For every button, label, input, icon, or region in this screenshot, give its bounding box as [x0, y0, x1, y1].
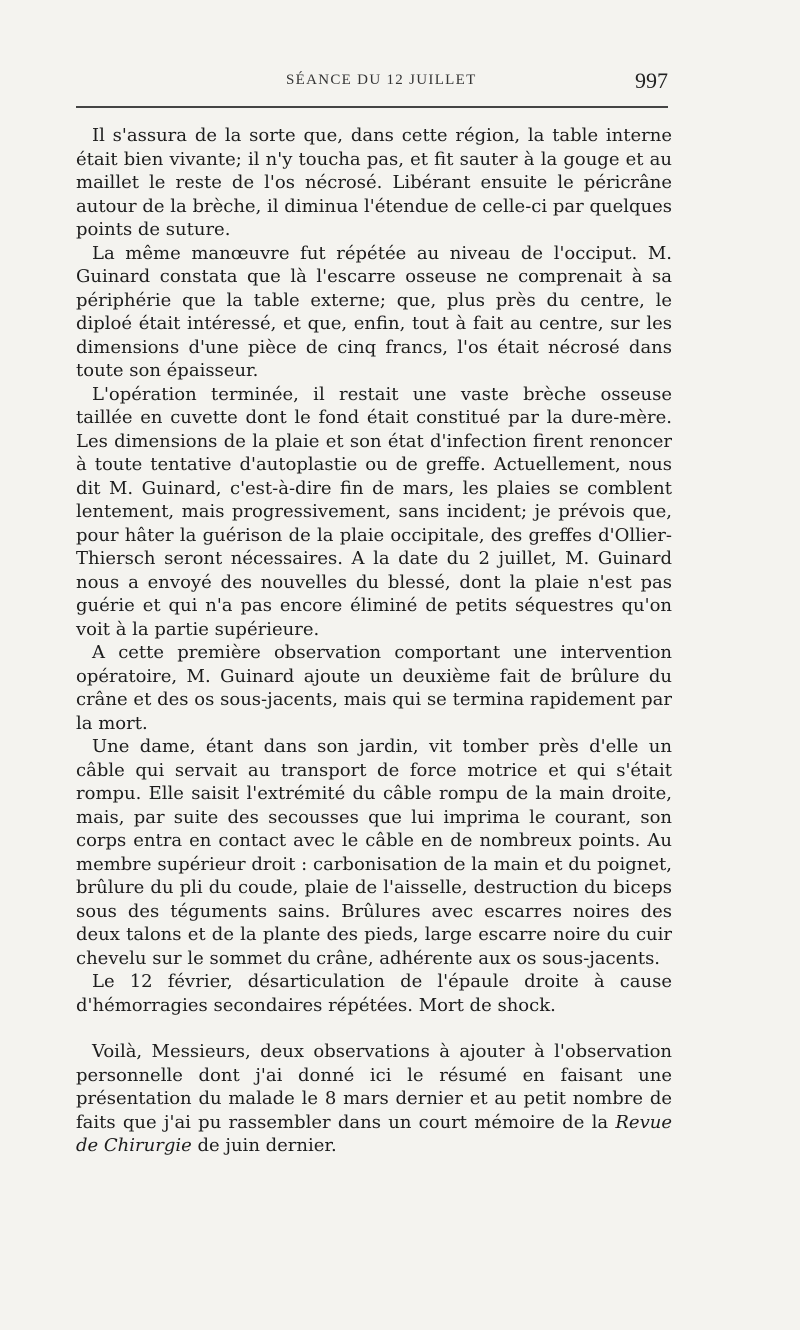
paragraph-2: La même manœuvre fut répétée au niveau de l'occiput. M. Guinard constata que là l'escarre osseuse ne comprenait à sa périphérie que la table externe; que, plus près du centre, le diploé était intéressé, et que, enfin, tout à fait au centre, sur les dimensions d'une pièce de cinq francs, l'os était nécrosé dans toute son épaisseur.	[76, 242, 672, 381]
paragraph-5: Une dame, étant dans son jardin, vit tomber près d'elle un câble qui servait au transport de force motrice et qui s'était rompu. Elle saisit l'extrémité du câble rompu de la main droite, mais, par suite des secousses que lui imprima le courant, son corps entra en contact avec le câble en de nombreux points. Au membre supérieur droit : carbonisation de la main et du poignet, brûlure du pli du coude, plaie de l'aisselle, destruction du biceps sous des téguments sains. Brûlures avec escarres noires des deux talons et de la plante des pieds, large escarre noire du cuir chevelu sur le sommet du crâne, adhérente aux os sous-jacents.	[76, 736, 672, 969]
closing-text-start: Voilà, Messieurs, deux observations à ajouter à l'observation personnelle dont j'ai donné ici le résumé en faisant une présentation du malade le 8 mars dernier et au petit nombre de faits que j'ai pu rassembler dans un court mémoire de la	[76, 1041, 672, 1133]
page-header	[76, 66, 668, 100]
page-number: 997	[635, 68, 668, 93]
closing-paragraph	[76, 1040, 672, 1158]
paragraph-3: L'opération terminée, il restait une vaste brèche osseuse taillée en cuvette dont le fond était constitué par la dure-mère. Les dimensions de la plaie et son état d'infection firent renoncer à toute tentative d'autoplastie ou de greffe. Actuellement, nous dit M. Guinard, c'est-à-dire fin de mars, les plaies se comblent lentement, mais progressivement, sans incident; je prévois que, pour hâter la guérison de la plaie occipitale, des greffes d'Ollier-Thiersch seront nécessaires. A la date du 2 juillet, M. Guinard nous a envoyé des nouvelles du blessé, dont la plaie n'est pas guérie et qui n'a pas encore éliminé de petits séquestres qu'on voit à la partie supérieure.	[76, 383, 672, 640]
paragraph-6: Le 12 février, désarticulation de l'épaule droite à cause d'hémorragies secondaires répétées. Mort de shock.	[76, 971, 672, 1016]
running-title: SÉANCE DU 12 JUILLET	[286, 72, 477, 88]
body-text	[76, 124, 672, 1158]
header-rule	[76, 106, 668, 108]
journal-title: Revue de Chirurgie	[76, 1111, 672, 1156]
closing-text-end: de juin dernier.	[191, 1135, 337, 1156]
paragraph-1: Il s'assura de la sorte que, dans cette région, la table interne était bien vivante; il n'y toucha pas, et fit sauter à la gouge et au maillet le reste de l'os nécrosé. Libérant ensuite le péricrâne autour de la brèche, il diminua l'étendue de celle-ci par quelques points de suture.	[76, 125, 672, 240]
paragraph-4: A cette première observation comportant une intervention opératoire, M. Guinard ajoute un deuxième fait de brûlure du crâne et des os sous-jacents, mais qui se termina rapidement par la mort.	[76, 642, 672, 734]
